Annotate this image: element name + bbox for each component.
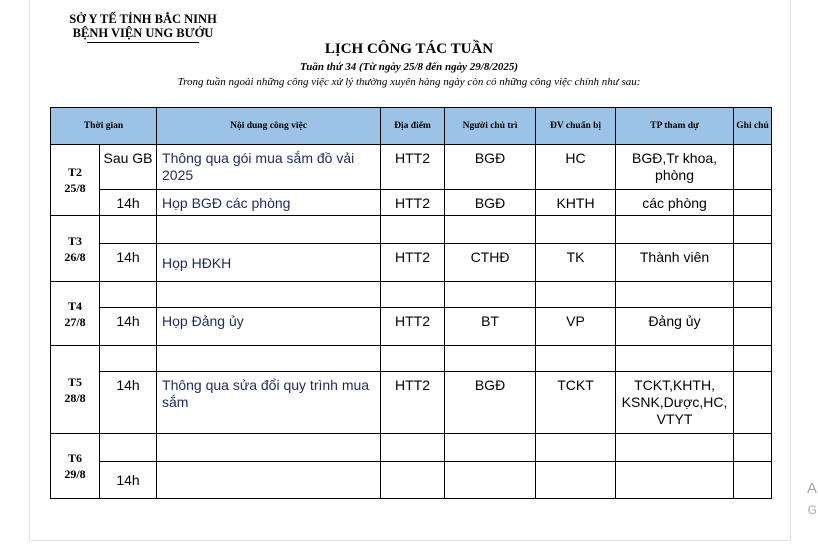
time-cell: 14h [100,462,157,499]
col-header-attendees: TP tham dự [616,108,734,145]
chair-cell [445,216,536,244]
location-cell: HTT2 [381,190,445,216]
week-subtitle: Tuần thứ 34 (Từ ngày 25/8 đến ngày 29/8/2025) [299,61,519,73]
location-cell [381,434,445,462]
attendees-cell: Đảng ủy [616,308,734,346]
table-row [51,462,772,499]
time-cell: 14h [100,308,157,346]
ministry-name: SỞ Y TẾ TỈNH BẮC NINH [69,12,217,26]
content-cell [157,282,381,308]
edge-text-g: G [807,503,817,517]
header-row [51,108,772,145]
chair-cell [445,282,536,308]
content-cell: Thông qua gói mua sắm đồ vải 2025 [157,145,381,190]
attendees-cell [616,282,734,308]
prep-cell [536,346,616,372]
day-cell-thu [51,346,100,434]
col-header-time: Thời gian [51,108,157,145]
attendees-cell [616,346,734,372]
note-cell [734,308,772,346]
time-cell: Sau GB [100,145,157,190]
location-cell: HTT2 [381,145,445,190]
day-cell-fri [51,434,100,499]
prep-cell: TCKT [536,372,616,434]
day-label: T6 [67,451,82,465]
day-date: 25/8 [64,181,86,195]
location-cell: HTT2 [381,244,445,282]
prep-cell: HC [536,145,616,190]
note-cell [734,462,772,499]
day-date: 28/8 [64,390,86,405]
prep-cell: VP [536,308,616,346]
prep-cell [536,216,616,244]
attendees-cell [616,216,734,244]
day-label: T3 [67,233,82,248]
col-header-note: Ghi chú [734,108,772,145]
chair-cell [445,462,536,499]
day-date: 29/8 [64,467,86,481]
content-cell [157,434,381,462]
note-cell [734,372,772,434]
prep-cell [536,434,616,462]
chair-cell: CTHĐ [445,244,536,282]
time-cell [100,282,157,308]
location-cell: HTT2 [381,308,445,346]
prep-cell: KHTH [536,190,616,216]
note-cell [734,190,772,216]
chair-cell: BGĐ [445,190,536,216]
content-cell [157,346,381,372]
note-cell [734,434,772,462]
chair-cell [445,346,536,372]
table-row [51,244,772,282]
location-cell [381,216,445,244]
prep-cell: TK [536,244,616,282]
note-cell [734,145,772,190]
hospital-name: BỆNH VIỆN UNG BƯỚU [72,26,214,40]
schedule-table [50,107,772,499]
content-cell: Họp HĐKH [157,244,381,282]
col-header-location: Địa điểm [381,108,445,145]
attendees-cell: các phòng [616,190,734,216]
content-cell: Thông qua sửa đổi quy trình mua sắm [157,372,381,434]
location-cell [381,282,445,308]
content-cell [157,462,381,499]
col-header-chair: Người chủ trì [445,108,536,145]
time-cell [100,434,157,462]
table-row [51,216,772,244]
note-cell [734,216,772,244]
time-cell [100,216,157,244]
location-cell [381,346,445,372]
attendees-cell [616,462,734,499]
content-cell: Họp Đảng ủy [157,308,381,346]
content-cell [157,216,381,244]
chair-cell: BGĐ [445,372,536,434]
table-row [51,282,772,308]
note-cell [734,346,772,372]
col-header-content: Nội dung công việc [157,108,381,145]
time-cell [100,346,157,372]
prep-cell [536,282,616,308]
time-cell: 14h [100,244,157,282]
day-cell-mon [51,145,100,216]
day-date: 26/8 [64,249,86,264]
chair-cell [445,434,536,462]
attendees-cell: Thành viên [616,244,734,282]
location-cell [381,462,445,499]
day-date: 27/8 [64,314,86,329]
table-row [51,145,772,190]
time-cell: 14h [100,372,157,434]
table-row [51,372,772,434]
edge-text-a: A [806,480,817,497]
chair-cell: BGĐ [445,145,536,190]
day-cell-tue [51,216,100,282]
day-cell-wed [51,282,100,346]
table-row [51,434,772,462]
attendees-cell: BGĐ,Tr khoa, phòng [616,145,734,190]
time-cell: 14h [100,190,157,216]
intro-note: Trong tuần ngoài những công việc xử lý thường xuyên hàng ngày còn có những công việc chính như sau: [177,76,641,88]
attendees-cell: TCKT,KHTH, KSNK,Dược,HC, VTYT [616,372,734,434]
prep-cell [536,462,616,499]
table-row [51,308,772,346]
day-label: T5 [67,374,82,389]
chair-cell: BT [445,308,536,346]
note-cell [734,282,772,308]
page-title: LỊCH CÔNG TÁC TUẦN [324,41,494,57]
day-label: T4 [67,298,82,313]
content-cell: Họp BGĐ các phòng [157,190,381,216]
table-row [51,346,772,372]
issuer-block [58,12,228,43]
location-cell: HTT2 [381,372,445,434]
col-header-prep: ĐV chuẩn bị [536,108,616,145]
table-row [51,190,772,216]
day-label: T2 [67,165,82,179]
note-cell [734,244,772,282]
attendees-cell [616,434,734,462]
